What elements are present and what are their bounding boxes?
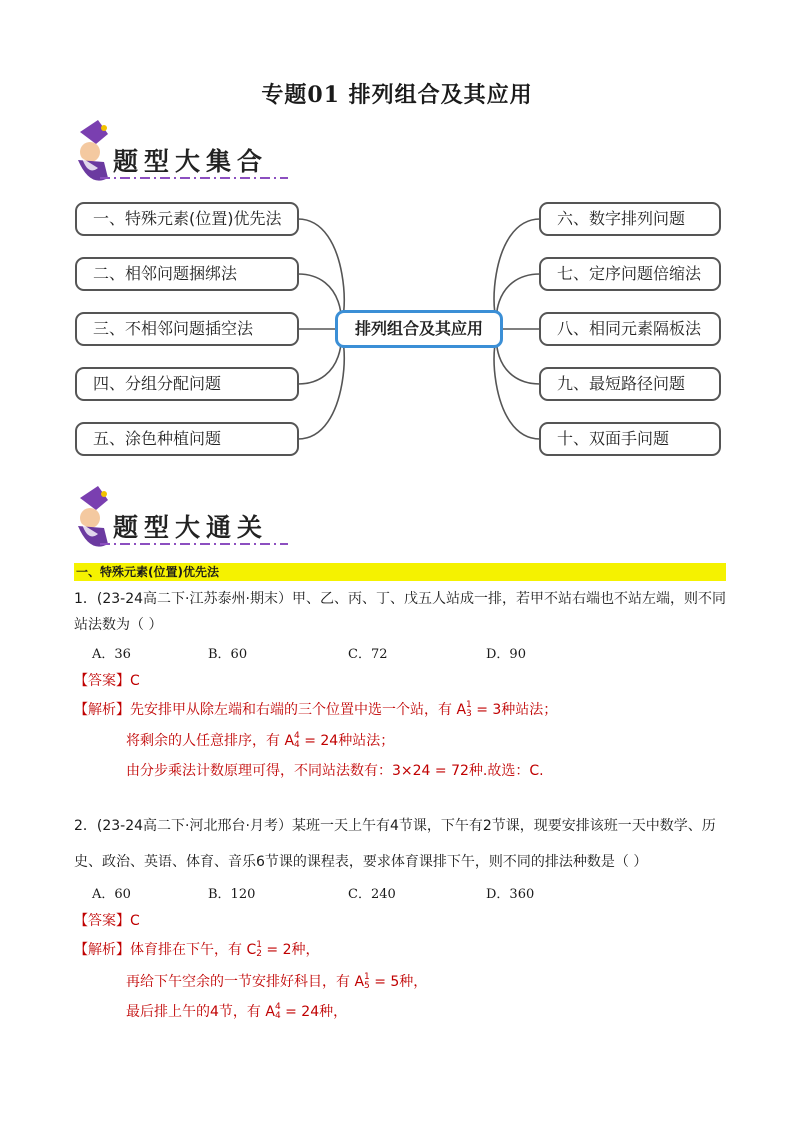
question-2-line2: 史、政治、英语、体育、音乐6节课的课程表，要求体育课排下午，则不同的排法种数是（ ） bbox=[74, 854, 648, 870]
topic-box-1: 一、特殊元素(位置)优先法 bbox=[75, 202, 299, 236]
solution-text: = 3种站法； bbox=[471, 702, 558, 718]
topic-box-10: 十、双面手问题 bbox=[539, 422, 721, 456]
topic-box-8: 八、相同元素隔板法 bbox=[539, 312, 721, 346]
q2-analysis-line2 bbox=[126, 971, 427, 991]
answer-tag: 【答案】 bbox=[74, 673, 130, 689]
q2-option-d: D．360 bbox=[486, 887, 535, 902]
superscript: 4 bbox=[294, 730, 300, 741]
question-2-line1: 2．(23-24高二下·河北邢台·月考）某班一天上午有4节课，下午有2节课，现要安排该班一天中数学、历 bbox=[74, 818, 716, 834]
q2-option-c: C．240 bbox=[348, 887, 396, 902]
q2-analysis-line3 bbox=[126, 1001, 347, 1021]
superscript: 4 bbox=[274, 1001, 281, 1012]
solution-text: 再给下午空余的一节安排好科目，有 A bbox=[126, 974, 365, 990]
q2-option-b: B．120 bbox=[208, 887, 256, 902]
q2-option-a: A．60 bbox=[92, 887, 131, 902]
q1-answer bbox=[74, 670, 140, 690]
q1-analysis-line2 bbox=[126, 730, 394, 750]
q1-option-b: B．60 bbox=[208, 647, 248, 662]
q1-option-c: C．72 bbox=[348, 647, 388, 662]
question-1-line1: 1．(23-24高二下·江苏泰州·期末）甲、乙、丙、丁、戊五人站成一排，若甲不站右端也不站左端，则不同 bbox=[74, 591, 726, 607]
subscript: 2 bbox=[256, 948, 262, 959]
q2-answer bbox=[74, 910, 140, 930]
q1-analysis-line3: 由分步乘法计数原理可得，不同站法数有：3×24 = 72种.故选：C. bbox=[126, 763, 544, 779]
section-banner-practice bbox=[68, 484, 298, 556]
mindmap-center: 排列组合及其应用 bbox=[335, 310, 503, 348]
q1-analysis-line1 bbox=[74, 699, 557, 719]
answer-value: C bbox=[130, 673, 140, 689]
solution-text: = 2种， bbox=[261, 942, 320, 958]
section-heading: 一、特殊元素(位置)优先法 bbox=[74, 563, 726, 581]
solution-text: 体育排在下午，有 C bbox=[130, 942, 257, 958]
page-title: 专题01 排列组合及其应用 bbox=[261, 82, 533, 108]
analysis-tag: 【解析】 bbox=[74, 702, 130, 718]
superscript: 1 bbox=[466, 699, 472, 710]
solution-text: 先安排甲从除左端和右端的三个位置中选一个站，有 A bbox=[130, 702, 467, 718]
subscript: 3 bbox=[466, 708, 472, 719]
subscript: 4 bbox=[294, 739, 300, 750]
superscript: 1 bbox=[256, 939, 262, 950]
q2-analysis-line1 bbox=[74, 939, 320, 959]
solution-text: = 24种， bbox=[280, 1004, 348, 1020]
banner-title: 题型大集合 bbox=[113, 147, 269, 176]
subscript: 5 bbox=[364, 980, 370, 991]
topic-box-6: 六、数字排列问题 bbox=[539, 202, 721, 236]
question-1-line2: 站法数为（ ） bbox=[74, 617, 163, 633]
topic-box-5: 五、涂色种植问题 bbox=[75, 422, 299, 456]
subscript: 4 bbox=[274, 1010, 281, 1021]
topic-box-4: 四、分组分配问题 bbox=[75, 367, 299, 401]
topic-box-9: 九、最短路径问题 bbox=[539, 367, 721, 401]
solution-text: = 24种站法； bbox=[299, 733, 395, 749]
topic-box-2: 二、相邻问题捆绑法 bbox=[75, 257, 299, 291]
q1-option-d: D．90 bbox=[486, 647, 526, 662]
q1-option-a: A．36 bbox=[92, 647, 131, 662]
answer-value: C bbox=[130, 913, 140, 929]
solution-text: 最后排上午的4节，有 A bbox=[126, 1004, 275, 1020]
analysis-tag: 【解析】 bbox=[74, 942, 130, 958]
superscript: 1 bbox=[364, 971, 370, 982]
section-banner-collection bbox=[68, 118, 298, 190]
banner-title: 题型大通关 bbox=[113, 513, 269, 542]
solution-text: 将剩余的人任意排序，有 A bbox=[126, 733, 295, 749]
answer-tag: 【答案】 bbox=[74, 913, 130, 929]
solution-text: = 5种， bbox=[369, 974, 428, 990]
topic-box-7: 七、定序问题倍缩法 bbox=[539, 257, 721, 291]
topic-box-3: 三、不相邻问题插空法 bbox=[75, 312, 299, 346]
